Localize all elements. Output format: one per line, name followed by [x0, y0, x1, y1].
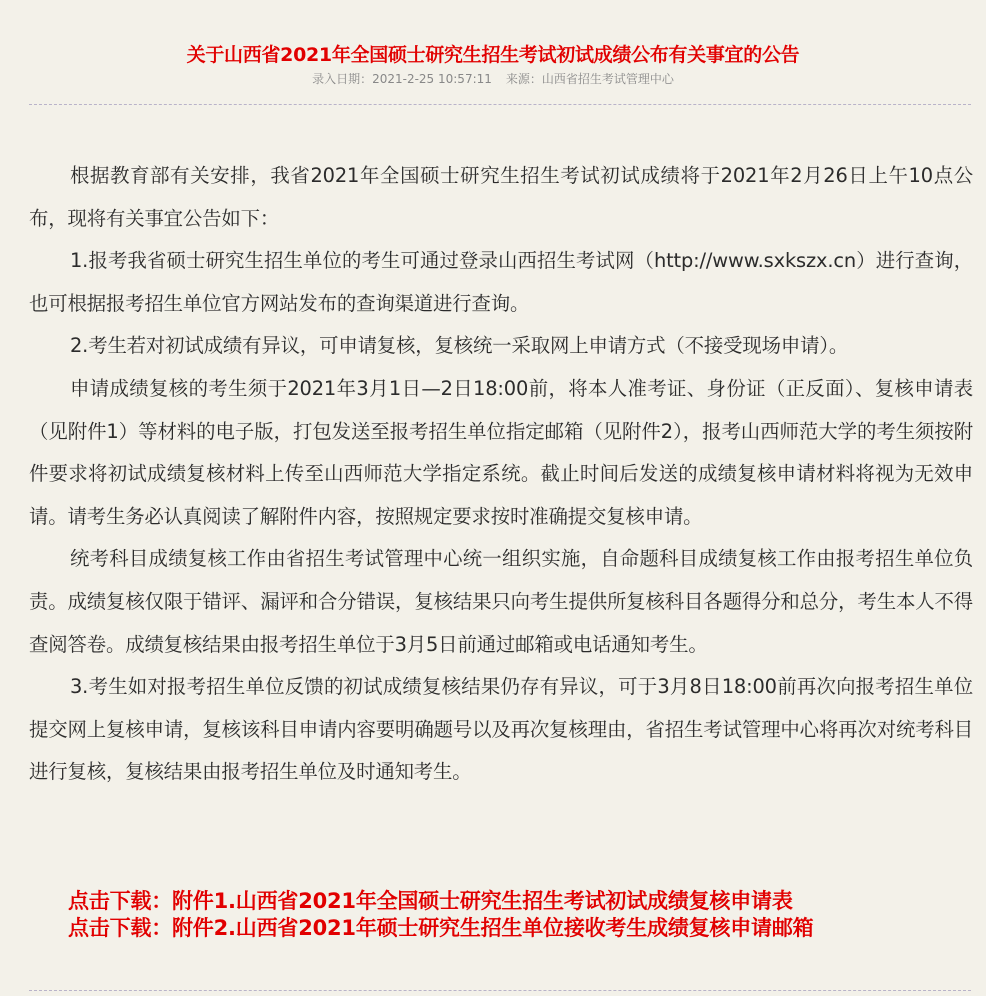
download-links [68, 888, 968, 942]
header-divider [29, 104, 971, 105]
paragraph-item-1: 1.报考我省硕士研究生招生单位的考生可通过登录山西招生考试网（http://www.sxkszx.cn）进行查询，也可根据报考招生单位官方网站发布的查询渠道进行查询。 [29, 249, 973, 315]
paragraph-item-2: 2.考生若对初试成绩有异议，可申请复核，复核统一采取网上申请方式（不接受现场申请）。 [70, 334, 849, 358]
article-meta [0, 70, 986, 88]
paragraph-item-3: 3.考生如对报考招生单位反馈的初试成绩复核结果仍存有异议，可于3月8日18:00前再次向报考招生单位提交网上复核申请，复核该科目申请内容要明确题号以及再次复核理由，省招生考试管理中心将再次对统考科目进行复核，复核结果由报考招生单位及时通知考生。 [29, 675, 973, 784]
footer-divider [29, 990, 971, 991]
publish-date: 录入日期：2021-2-25 10:57:11 [312, 72, 492, 86]
download-link-attachment-2[interactable]: 点击下载：附件2.山西省2021年硕士研究生招生单位接收考生成绩复核申请邮箱 [68, 916, 814, 940]
download-link-attachment-1[interactable]: 点击下载：附件1.山西省2021年全国硕士研究生招生考试初试成绩复核申请表 [68, 889, 793, 913]
paragraph-review-organization: 统考科目成绩复核工作由省招生考试管理中心统一组织实施，自命题科目成绩复核工作由报考招生单位负责。成绩复核仅限于错评、漏评和合分错误，复核结果只向考生提供所复核科目各题得分和总分，考生本人不得查阅答卷。成绩复核结果由报考招生单位于3月5日前通过邮箱或电话通知考生。 [29, 547, 973, 656]
paragraph-intro: 根据教育部有关安排，我省2021年全国硕士研究生招生考试初试成绩将于2021年2月26日上午10点公布，现将有关事宜公告如下： [29, 164, 973, 230]
article-body [29, 155, 973, 794]
paragraph-review-application: 申请成绩复核的考生须于2021年3月1日—2日18:00前，将本人准考证、身份证（正反面）、复核申请表（见附件1）等材料的电子版，打包发送至报考招生单位指定邮箱（见附件2），报考山西师范大学的考生须按附件要求将初试成绩复核材料上传至山西师范大学指定系统。截止时间后发送的成绩复核申请材料将视为无效申请。请考生务必认真阅读了解附件内容，按照规定要求按时准确提交复核申请。 [29, 376, 973, 528]
article-source: 来源：山西省招生考试管理中心 [505, 72, 674, 86]
page-title: 关于山西省2021年全国硕士研究生招生考试初试成绩公布有关事宜的公告 [186, 43, 800, 66]
